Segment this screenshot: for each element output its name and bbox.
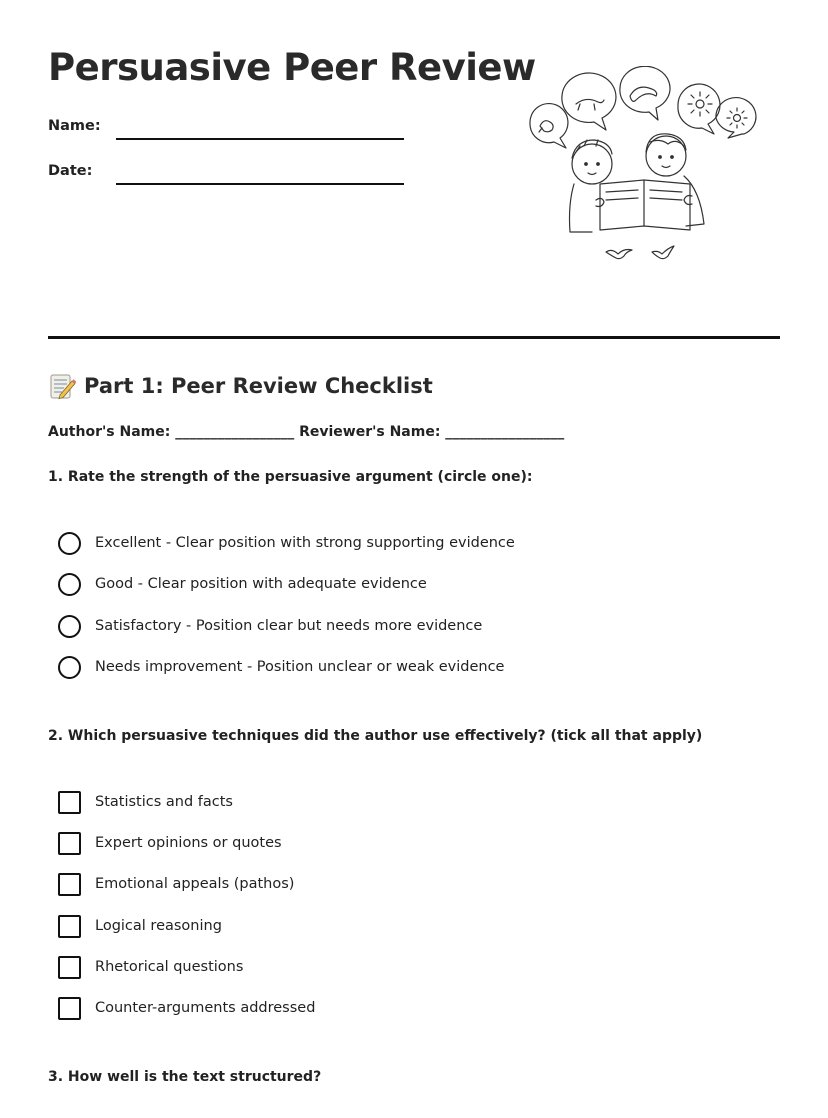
q1-option-label: Good - Clear position with adequate evidence [95,576,427,592]
q2-option[interactable] [58,996,315,1020]
name-field [48,118,408,144]
author-reviewer-names-line[interactable]: Author's Name: _________________ Reviewer's Name: _________________ [48,424,565,440]
q1-option-label: Satisfactory - Position clear but needs more evidence [95,618,483,634]
q2-option-label: Rhetorical questions [95,959,244,975]
checkbox[interactable] [58,997,81,1020]
q2-option-label: Emotional appeals (pathos) [95,876,295,892]
date-blank-line[interactable] [116,183,404,185]
question-1: 1. Rate the strength of the persuasive argument (circle one): [48,469,533,485]
radio-circle[interactable] [58,573,81,596]
question-3: 3. How well is the text structured? [48,1069,322,1085]
children-figures [570,134,705,232]
q2-option-label: Expert opinions or quotes [95,835,282,851]
q2-option-label: Statistics and facts [95,794,233,810]
checkbox[interactable] [58,915,81,938]
q1-option-label: Excellent - Clear position with strong supporting evidence [95,535,515,551]
radio-circle[interactable] [58,532,81,555]
q1-option[interactable] [58,572,427,596]
q2-option[interactable] [58,914,222,938]
question-2: 2. Which persuasive techniques did the author use effectively? (tick all that apply) [48,728,703,744]
checkbox[interactable] [58,791,81,814]
memo-icon [48,372,76,400]
q2-option-label: Counter-arguments addressed [95,1000,316,1016]
q2-option-label: Logical reasoning [95,918,222,934]
radio-circle[interactable] [58,615,81,638]
q1-option[interactable] [58,531,515,555]
date-field [48,163,408,189]
children-reading-illustration [526,66,762,272]
radio-circle[interactable] [58,656,81,679]
q2-option[interactable] [58,790,233,814]
checkbox[interactable] [58,956,81,979]
thought-bubbles [530,66,756,148]
name-label: Name: [48,118,101,134]
part1-heading [48,372,433,400]
q2-option[interactable] [58,955,243,979]
q2-option[interactable] [58,872,294,896]
part1-heading-text: Part 1: Peer Review Checklist [84,374,433,398]
page-title: Persuasive Peer Review [48,46,536,89]
q1-option[interactable] [58,614,482,638]
checkbox[interactable] [58,832,81,855]
q1-option-label: Needs improvement - Position unclear or weak evidence [95,659,505,675]
name-blank-line[interactable] [116,138,404,140]
section-divider [48,336,780,339]
checkbox[interactable] [58,873,81,896]
q2-option[interactable] [58,831,282,855]
date-label: Date: [48,163,93,179]
birds [606,246,674,259]
q1-option[interactable] [58,655,504,679]
